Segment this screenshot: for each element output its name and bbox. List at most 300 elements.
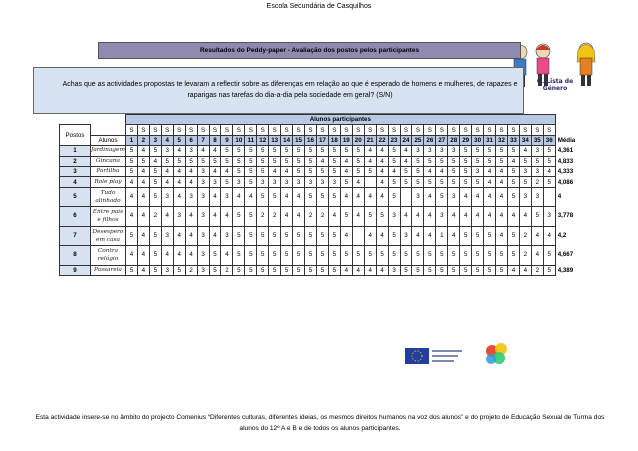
score-cell: 5 (472, 265, 484, 275)
score-cell: 5 (340, 207, 352, 227)
score-cell: 5 (245, 265, 257, 275)
score-cell: 4 (364, 146, 376, 156)
student-number: 5 (173, 135, 185, 145)
score-cell: 4 (245, 187, 257, 207)
score-cell: 5 (496, 146, 508, 156)
score-cell: 3 (209, 177, 221, 187)
answer-s-cell: S (197, 125, 209, 135)
score-cell: 4 (137, 146, 149, 156)
answer-s-cell: S (257, 125, 269, 135)
score-cell: 2 (149, 207, 161, 227)
answer-s-cell: S (161, 125, 173, 135)
score-cell: 5 (281, 146, 293, 156)
score-cell: 2 (185, 265, 197, 275)
score-cell: 3 (197, 265, 209, 275)
score-cell: 5 (460, 177, 472, 187)
score-cell: 2 (269, 207, 281, 227)
answer-s-cell: S (400, 125, 412, 135)
score-cell: 4 (496, 207, 508, 227)
average-value: 4,333 (557, 168, 574, 176)
score-cell: 5 (257, 156, 269, 166)
score-cell: 4 (173, 226, 185, 246)
score-cell: 5 (221, 177, 233, 187)
answer-s-cell: S (209, 125, 221, 135)
score-cell: 5 (352, 166, 364, 176)
score-cell: 5 (484, 146, 496, 156)
posto-number: 7 (60, 226, 91, 246)
score-cell: 4 (424, 187, 436, 207)
posto-name: Gincana (91, 156, 126, 166)
score-cell: 5 (328, 146, 340, 156)
score-cell: 5 (125, 146, 137, 156)
score-cell: 5 (125, 265, 137, 275)
blank-cell (555, 125, 585, 135)
score-cell: 3 (161, 146, 173, 156)
score-cell: 4 (376, 166, 388, 176)
score-cell: 5 (305, 156, 317, 166)
score-cell: 3 (257, 177, 269, 187)
answer-s-cell: S (531, 125, 543, 135)
score-cell: 5 (257, 265, 269, 275)
eu-lifelong-learning-logo (404, 345, 464, 369)
score-cell: 4 (209, 146, 221, 156)
score-cell: 5 (209, 156, 221, 166)
score-cell: 5 (543, 146, 555, 156)
score-cell: 5 (245, 156, 257, 166)
score-cell: 4 (281, 187, 293, 207)
score-cell: 3 (197, 246, 209, 266)
score-cell: 4 (173, 177, 185, 187)
answer-s-cell: S (245, 125, 257, 135)
score-cell: 5 (245, 207, 257, 227)
score-cell: 4 (161, 166, 173, 176)
score-cell: 5 (388, 226, 400, 246)
score-cell: 4 (173, 166, 185, 176)
score-cell: 4 (376, 226, 388, 246)
score-cell: 5 (233, 226, 245, 246)
score-cell: 5 (507, 187, 519, 207)
score-cell: 3 (281, 177, 293, 187)
score-cell: 5 (448, 177, 460, 187)
score-cell: 4 (543, 226, 555, 246)
survey-question: Achas que as actividades propostas te levaram a reflectir sobre as diferenças em relação ao que é esperado de homens e mulheres, de rapazes e raparigas nas tarefas do dia-a-dia pela sociedade em geral? (S/N) (62, 81, 518, 99)
score-cell: 5 (484, 265, 496, 275)
answer-s-cell: S (352, 125, 364, 135)
postos-label: Postos (60, 125, 91, 146)
score-cell: 3 (531, 187, 543, 207)
blank-cell (60, 115, 126, 125)
score-cell: 5 (328, 156, 340, 166)
score-cell: 4 (281, 207, 293, 227)
posto-number: 8 (60, 246, 91, 266)
posto-name: Jardinagem (91, 146, 126, 156)
answer-s-cell: S (412, 125, 424, 135)
score-cell: 4 (209, 187, 221, 207)
score-cell: 3 (400, 226, 412, 246)
posto-name: Contra relógio (91, 246, 126, 266)
answer-s-cell: S (460, 125, 472, 135)
score-cell: 5 (209, 265, 221, 275)
score-cell: 5 (448, 246, 460, 266)
score-cell: 5 (245, 166, 257, 176)
score-cell: 5 (125, 156, 137, 166)
score-cell: 5 (412, 265, 424, 275)
student-number: 3 (149, 135, 161, 145)
score-cell: 4 (161, 177, 173, 187)
score-cell: 4 (436, 166, 448, 176)
student-number: 22 (376, 135, 388, 145)
answer-s-cell: S (448, 125, 460, 135)
score-cell: 5 (364, 246, 376, 266)
score-cell: 4 (209, 226, 221, 246)
score-cell: 4 (507, 156, 519, 166)
score-cell: 4 (496, 226, 508, 246)
score-cell: 4 (400, 207, 412, 227)
score-cell: 5 (519, 156, 531, 166)
answer-s-cell: S (269, 125, 281, 135)
score-cell: 5 (400, 166, 412, 176)
score-cell: 4 (519, 146, 531, 156)
score-cell: 5 (352, 246, 364, 266)
score-cell: 5 (305, 265, 317, 275)
score-cell: 5 (149, 166, 161, 176)
score-cell: 4 (496, 177, 508, 187)
score-cell: 4 (388, 166, 400, 176)
score-cell: 5 (364, 166, 376, 176)
score-cell: 5 (293, 146, 305, 156)
student-number: 21 (364, 135, 376, 145)
posto-name: Desespero em casa (91, 226, 126, 246)
score-cell: 4 (519, 265, 531, 275)
score-cell: 4 (209, 207, 221, 227)
score-cell: 5 (125, 166, 137, 176)
answer-s-cell: S (376, 125, 388, 135)
score-cell: 5 (293, 156, 305, 166)
score-cell: 5 (460, 265, 472, 275)
score-cell: 5 (376, 207, 388, 227)
score-cell: 5 (209, 246, 221, 266)
score-cell: 5 (269, 265, 281, 275)
score-cell: 5 (245, 246, 257, 266)
student-number: 24 (400, 135, 412, 145)
score-cell: 5 (496, 246, 508, 266)
score-cell: 5 (149, 226, 161, 246)
score-cell: 5 (340, 177, 352, 187)
average-value: 4 (557, 192, 562, 200)
score-cell: 4 (472, 187, 484, 207)
score-cell: 5 (424, 177, 436, 187)
student-number: 25 (412, 135, 424, 145)
score-cell: 5 (328, 265, 340, 275)
group-header-row (60, 115, 586, 125)
school-name: Escola Secundária de Casquilhos (266, 3, 372, 10)
score-cell: 5 (448, 166, 460, 176)
posto-number: 3 (60, 166, 91, 176)
answer-s-cell: S (221, 125, 233, 135)
student-number: 4 (161, 135, 173, 145)
score-cell: 4 (484, 177, 496, 187)
score-cell: 5 (543, 156, 555, 166)
score-cell: 5 (305, 146, 317, 156)
score-cell: 5 (400, 246, 412, 266)
student-number: 18 (328, 135, 340, 145)
score-cell: 3 (197, 177, 209, 187)
score-cell: 3 (412, 146, 424, 156)
student-number: 31 (484, 135, 496, 145)
student-number: 26 (424, 135, 436, 145)
score-cell: 3 (221, 226, 233, 246)
student-number: 28 (448, 135, 460, 145)
score-cell: 4 (185, 246, 197, 266)
student-number: 29 (460, 135, 472, 145)
score-cell: 4 (543, 166, 555, 176)
score-cell: 4 (221, 246, 233, 266)
score-cell: 5 (436, 156, 448, 166)
score-cell: 5 (388, 146, 400, 156)
score-cell: 2 (257, 207, 269, 227)
answer-s-cell: S (519, 125, 531, 135)
score-cell: 5 (448, 156, 460, 166)
score-cell: 4 (137, 187, 149, 207)
score-cell: 4 (233, 187, 245, 207)
score-cell: 5 (245, 177, 257, 187)
student-number: 2 (137, 135, 149, 145)
score-cell: 5 (364, 207, 376, 227)
score-cell: 5 (281, 226, 293, 246)
answer-s-cell: S (543, 125, 555, 135)
score-cell: 5 (316, 265, 328, 275)
score-cell: 5 (173, 265, 185, 275)
score-cell: 5 (149, 146, 161, 156)
score-cell: 4 (173, 146, 185, 156)
score-cell: 5 (281, 156, 293, 166)
score-cell: 4 (185, 166, 197, 176)
score-cell: 4 (448, 226, 460, 246)
score-cell: 5 (293, 246, 305, 266)
score-cell: 4 (424, 207, 436, 227)
score-cell: 4 (507, 265, 519, 275)
score-cell: 5 (388, 246, 400, 266)
score-cell: 5 (293, 226, 305, 246)
score-cell: 4 (293, 207, 305, 227)
score-cell: 4 (352, 177, 364, 187)
score-cell: 3 (412, 187, 424, 207)
score-cell: 5 (149, 177, 161, 187)
score-cell: 5 (519, 177, 531, 187)
score-cell: 5 (269, 226, 281, 246)
student-number: 13 (269, 135, 281, 145)
blank-cell (555, 115, 585, 125)
score-cell: 4 (496, 187, 508, 207)
score-cell: 5 (305, 246, 317, 266)
score-cell: 4 (352, 265, 364, 275)
student-number: 19 (340, 135, 352, 145)
score-cell: 4 (125, 177, 137, 187)
score-cell: 4 (137, 246, 149, 266)
score-cell: 5 (507, 226, 519, 246)
answer-s-cell: S (149, 125, 161, 135)
student-number: 17 (316, 135, 328, 145)
score-cell: 5 (328, 187, 340, 207)
average-value: 4,2 (557, 231, 567, 239)
score-cell: 1 (436, 226, 448, 246)
score-cell: 3 (161, 265, 173, 275)
student-number: 36 (543, 135, 555, 145)
score-cell: 4 (376, 177, 388, 187)
score-cell: 4 (161, 246, 173, 266)
score-cell: 5 (460, 146, 472, 156)
score-cell: 3 (161, 226, 173, 246)
score-cell: 4 (340, 265, 352, 275)
answer-s-cell: S (137, 125, 149, 135)
score-cell: 5 (436, 177, 448, 187)
student-number: 20 (352, 135, 364, 145)
score-cell: 5 (269, 146, 281, 156)
score-cell: 5 (543, 177, 555, 187)
posto-number: 6 (60, 207, 91, 227)
score-cell: 5 (316, 226, 328, 246)
score-cell: 5 (412, 156, 424, 166)
score-cell: 5 (543, 246, 555, 266)
score-cell: 5 (305, 166, 317, 176)
score-cell: 3 (424, 146, 436, 156)
average-value: 4,086 (557, 178, 574, 186)
score-cell: 4 (137, 177, 149, 187)
score-cell: 4 (185, 207, 197, 227)
student-number: 27 (436, 135, 448, 145)
posto-number: 1 (60, 146, 91, 156)
score-cell: 4 (424, 226, 436, 246)
score-cell: 4 (173, 187, 185, 207)
score-cell: 4 (484, 187, 496, 207)
student-number: 30 (472, 135, 484, 145)
answer-s-cell: S (185, 125, 197, 135)
score-cell: 3 (185, 146, 197, 156)
score-cell: 5 (543, 265, 555, 275)
score-cell: 4 (197, 146, 209, 156)
score-cell: 3 (448, 187, 460, 207)
score-cell: 4 (340, 156, 352, 166)
score-cell: 3 (161, 187, 173, 207)
score-cell: 4 (424, 166, 436, 176)
score-cell: 3 (221, 187, 233, 207)
score-cell: 4 (531, 226, 543, 246)
answer-s-cell: S (281, 125, 293, 135)
answer-s-cell: S (233, 125, 245, 135)
score-cell: 4 (137, 226, 149, 246)
score-cell: 4 (340, 226, 352, 246)
score-cell: 5 (507, 146, 519, 156)
score-cell: 3 (436, 146, 448, 156)
student-number: 12 (257, 135, 269, 145)
score-cell: 5 (352, 146, 364, 156)
score-cell: 5 (460, 246, 472, 266)
score-cell: 4 (412, 226, 424, 246)
student-number: 23 (388, 135, 400, 145)
posto-number: 9 (60, 265, 91, 275)
student-number: 8 (209, 135, 221, 145)
answer-s-cell: S (424, 125, 436, 135)
posto-name: Tudo alinhado (91, 187, 126, 207)
score-cell: 5 (257, 166, 269, 176)
answer-s-cell: S (293, 125, 305, 135)
score-cell: 5 (269, 156, 281, 166)
table-row (60, 246, 586, 266)
score-cell: 4 (460, 187, 472, 207)
score-cell: 3 (388, 207, 400, 227)
blank-cell (91, 125, 126, 135)
score-cell: 4 (137, 265, 149, 275)
page-title: Resultados do Peddy-paper - Avaliação dos postos pelos participantes (98, 42, 521, 59)
score-cell: 4 (472, 207, 484, 227)
score-cell: 4 (221, 166, 233, 176)
score-cell: 4 (340, 166, 352, 176)
score-cell: 5 (149, 187, 161, 207)
answer-s-cell: S (484, 125, 496, 135)
score-cell: 5 (316, 166, 328, 176)
score-cell: 4 (364, 187, 376, 207)
posto-name: Partilha (91, 166, 126, 176)
score-cell: 3 (543, 207, 555, 227)
score-cell: 5 (305, 226, 317, 246)
score-cell: 5 (281, 265, 293, 275)
table-row (60, 156, 586, 166)
score-cell: 5 (328, 226, 340, 246)
score-cell: 5 (472, 156, 484, 166)
score-cell: 4 (185, 177, 197, 187)
score-cell: 5 (328, 166, 340, 176)
score-cell: 4 (376, 187, 388, 207)
score-cell: 5 (531, 156, 543, 166)
score-cell: 5 (149, 246, 161, 266)
score-cell: 4 (400, 156, 412, 166)
score-cell: 4 (364, 265, 376, 275)
score-cell: 5 (400, 177, 412, 187)
table-row (60, 226, 586, 246)
score-cell: 5 (400, 265, 412, 275)
score-cell: 3 (197, 207, 209, 227)
posto-number: 4 (60, 177, 91, 187)
score-cell: 4 (281, 166, 293, 176)
score-cell (543, 187, 555, 207)
score-cell: 4 (328, 207, 340, 227)
answer-s-cell: S (340, 125, 352, 135)
score-cell: 5 (388, 156, 400, 166)
score-cell: 3 (233, 177, 245, 187)
score-cell: 4 (185, 226, 197, 246)
comenius-icon (482, 340, 512, 370)
table-row (60, 177, 586, 187)
score-cell: 5 (436, 246, 448, 266)
student-number: 7 (197, 135, 209, 145)
score-cell: 4 (400, 146, 412, 156)
student-number: 11 (245, 135, 257, 145)
score-cell: 5 (340, 246, 352, 266)
score-cell: 5 (460, 226, 472, 246)
score-cell: 5 (507, 246, 519, 266)
score-cell: 5 (376, 246, 388, 266)
posto-name: Passarela (91, 265, 126, 275)
student-number: 34 (519, 135, 531, 145)
results-table (59, 114, 586, 276)
score-cell: 5 (125, 226, 137, 246)
score-cell: 4 (149, 156, 161, 166)
score-cell: 3 (519, 187, 531, 207)
table-row (60, 166, 586, 176)
score-cell: 5 (293, 265, 305, 275)
score-cell: 5 (352, 156, 364, 166)
student-number: 15 (293, 135, 305, 145)
